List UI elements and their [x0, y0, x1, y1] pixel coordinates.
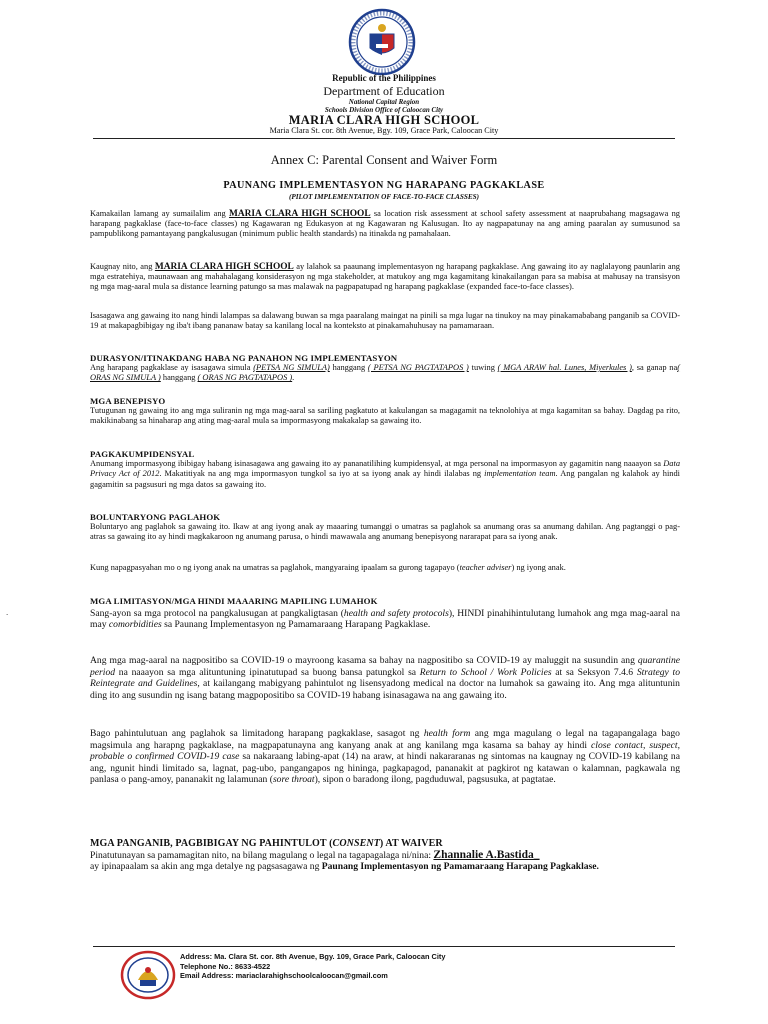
duration-section	[90, 353, 680, 384]
text: na naaayon sa mga alituntuning ipinatutupad sa buong bansa patungkol sa	[115, 666, 420, 678]
consent-section	[90, 838, 680, 873]
republic-line: Republic of the Philippines	[332, 73, 436, 83]
start-time-field[interactable]: ( ORAS NG SIMULA )	[90, 363, 681, 383]
text: sa location risk assessment at school safety assessment at naaprubahang magsagawa ng harapang pagkaklase (face-to-face classes) ng Kagawaran ng Edukasyon at ng Kagawaran ng Kalusugan. Ito ay nagpapatunay na ang aming paaralan ay sumusunod sa pampublikong pamantayang pangkalusugan (minimum public health standards) na itinakda ng pamahalaan.	[90, 209, 680, 239]
school-address: Maria Clara St. cor. 8th Avenue, Bgy. 109, Grace Park, Caloocan City	[269, 126, 499, 135]
text: tuwing	[468, 363, 498, 373]
section-heading-limitations: MGA LIMITASYON/MGA HINDI MAAARING MAPILING LUMAHOK	[90, 596, 378, 606]
withdraw-paragraph	[90, 563, 680, 573]
text: Bago pahintulutuan ang paglahok sa limitadong harapang pagkaklase, sasagot ng	[90, 728, 424, 739]
footer-divider	[93, 946, 675, 947]
intro-paragraph	[90, 209, 680, 240]
text: sa Paunang Implementasyon ng Pamamaraang Harapang Pagkaklase.	[161, 619, 431, 631]
section-heading-confidentiality: PAGKAKUMPIDENSYAL	[90, 449, 195, 459]
section-heading-consent	[90, 838, 680, 850]
text: , at kailangang mabigyang pahintulot ng lisensyadong medical na doctor na lumahok sa gawaing ito. Ang mga alituntunin ding ito ang susundin ng isang batang magpopositibo sa COVID-19 habang isinasagawa na ang gawaing ito.	[90, 678, 680, 701]
text: Paunang Implementasyon ng Pamamaraang Harapang Pagkaklase.	[321, 861, 599, 873]
text: Pinatutunayan sa pamamagitan nito, na bilang magulang o legal na tagapagalaga ni/nina:	[90, 849, 432, 861]
subtitle: (PILOT IMPLEMENTATION OF FACE-TO-FACE CLASSES)	[288, 193, 480, 201]
text: health form	[423, 728, 471, 739]
region-block	[0, 98, 768, 114]
region-line: National Capital Region	[348, 98, 420, 106]
text: ) ng iyong anak.	[511, 563, 566, 572]
student-name-field[interactable]: Zhannalie A.Bastida_	[433, 848, 540, 861]
limitations-section	[90, 596, 680, 631]
footer-address: Address: Ma. Clara St. cor. 8th Avenue, Bgy. 109, Grace Park, Caloocan City	[180, 952, 446, 961]
text: Return to School / Work Policies	[419, 666, 552, 678]
benefits-section	[90, 396, 680, 427]
duration-intro-paragraph	[90, 311, 680, 331]
annex-title: Annex C: Parental Consent and Waiver Form	[270, 153, 498, 167]
text: ), sipon o baradong ilong, pagduduwal, pagsusuka, at pagtatae.	[314, 774, 556, 786]
start-date-field[interactable]: (PETSA NG SIMULA)	[253, 363, 330, 373]
confidentiality-section	[90, 449, 680, 490]
school-name-inline: MARIA CLARA HIGH SCHOOL	[154, 262, 294, 272]
text: . Ang pangalan ng kalahok ay hindi gagamitin sa pagsusuri ng mga datos sa gawaing ito.	[90, 469, 680, 489]
text: Ang harapang pagkaklase ay isasagawa simula	[90, 363, 254, 373]
footer-contact	[180, 952, 445, 981]
footer-telephone: Telephone No.: 8633-4522	[180, 961, 271, 971]
text: sa nakaraang labing-apat (14) na araw, at hindi nakararanas ng sintomas na kaugnay ng COVID-19 kabilang na ang, ngunit hindi limitado sa, lagnat, pag-ubo, pangangapos ng hininga, pagkapagod, pananakit at pagkirot ng katawan o kalamnan, pagkawala ng panlasa o pang-amoy, pananakit ng lalamunan (	[90, 751, 680, 786]
text: MGA PANGANIB, PAGBIBIGAY NG PAHINTULOT (	[90, 838, 333, 849]
text: Kaugnay nito, ang	[90, 262, 155, 271]
text: close contact, suspect, probable o confirmed COVID-19 case	[90, 739, 680, 763]
text: . Makatitiyak na ang mga impormasyon tungkol sa iyo at sa iyong anak ay hindi ilalabas ng	[159, 469, 485, 479]
section-heading-duration: DURASYON/ITINAKDANG HABA NG PANAHON NG IMPLEMENTASYON	[90, 353, 398, 363]
main-title: PAUNANG IMPLEMENTASYON NG HARAPANG PAGKAKLASE	[223, 180, 545, 191]
text: hanggang	[160, 373, 198, 383]
text: ), HINDI pinahihintulutang lumahok ang mga mag-aaral na may	[90, 607, 680, 631]
text: Boluntaryo ang paglahok sa gawaing ito. Ikaw at ang iyong anak ay maaaring tumanggi o umatras sa paglahok sa anumang oras sa anumang dahilan. Ang pagtanggi o pag-atras sa gawaing ito ay hindi magkakaroon ng anumang parusa, o hindi mawawala ang anumang benepisyong nararapat para sa iyong anak.	[90, 522, 680, 542]
text: health and safety protocols	[343, 607, 449, 619]
header-divider	[93, 138, 675, 139]
text: , sa ganap na	[631, 363, 678, 373]
positive-cases-paragraph	[90, 655, 680, 701]
text: ay lalahok sa paaunang implementasyon ng harapang pagkaklase. Ang gawaing ito ay naglalayong paunlarin ang mga estratehiya, maunawaan ang mahahalagang konsiderasyon ng mga stakeholder, at matukoy ang mga kagamitang kinakailangan para sa mabisa at mahusay na transisyon ng mga mag-aaral mula sa distance learning patungo sa mas malawak na pagpapatupad ng harapang pagkaklase (expanded face-to-face classes).	[90, 262, 680, 292]
section-heading-benefits: MGA BENEPISYO	[90, 396, 166, 406]
division-line: Schools Division Office of Caloocan City	[324, 106, 444, 114]
text: CONSENT	[332, 838, 380, 849]
text: quarantine period	[90, 655, 680, 678]
law-reference: Data Privacy Act of 2012	[90, 459, 680, 479]
footer-email[interactable]: Email Address: mariaclarahighschoolcaloocan@gmail.com	[180, 971, 388, 981]
text: sore throat	[272, 774, 315, 786]
school-name-inline: MARIA CLARA HIGH SCHOOL	[229, 209, 371, 219]
text: Isasagawa ang gawaing ito nang hindi lalampas sa dalawang buwan sa mga paaralang maingat na pinili sa mga lugar na tinukoy na may pinakamababang panganib sa COVID-19 at makapagbibigay ng iba't ibang pananaw batay sa kanilang local na konteksto at pinakamahuhusay na pamamaraan.	[90, 311, 680, 331]
text: Kung napagpasyahan mo o ng iyong anak na umatras sa paglahok, mangyaraing ipaalam sa gurong tagapayo (	[90, 563, 460, 572]
text: ) AT WAIVER	[379, 838, 443, 849]
text: Ang mga mag-aaral na nagpositibo sa COVID-19 o mayroong kasama sa bahay na nagpositibo sa COVID-19 ay maluggit na susundin ang	[90, 655, 638, 666]
text: .	[292, 373, 295, 383]
text: teacher adviser	[459, 563, 512, 572]
text: Kamakailan lamang ay sumailalim ang	[90, 209, 230, 218]
text: ang mga magulang o legal na tagapangalaga bago magsimula ang harapng pagkaklase, na magpapatunayna ang kanyang anak at ang kanilang mga kasama sa bahay ay hindi	[90, 728, 680, 751]
text: Anumang impormasyong ibibigay habang isinasagawa ang gawaing ito ay pananatilihing kumpidensyal, at mga personal na impormasyon ay gagamitin nang naaayon sa	[90, 459, 664, 469]
text: Strategy to Reintegrate and Guidelines	[90, 666, 680, 690]
school-name: MARIA CLARA HIGH SCHOOL	[288, 113, 480, 127]
text: Tutugunan ng gawaing ito ang mga suliranin ng mga mag-aaral sa sariling pagkatuto at kakulangan sa magagamit na teknolohiya at mga kagamitan sa bahay. Dagdag pa rito, makikinabang sa hinaharap ang ating mag-aaral mula sa impormasyong makakalap sa gawaing ito.	[90, 406, 680, 426]
section-heading-voluntary: BOLUNTARYONG PAGLAHOK	[90, 512, 221, 522]
text: ay ipinapaalam sa akin ang mga detalye ng pagsasagawa ng	[90, 861, 322, 873]
school-logo-icon	[120, 950, 176, 1000]
text: at sa Seksyon 7.4.6	[551, 666, 637, 678]
end-date-field[interactable]: ( PETSA NG PAGTATAPOS )	[367, 363, 469, 373]
text: implementation team	[484, 469, 556, 479]
health-form-paragraph	[90, 728, 680, 786]
margin-mark: .	[6, 608, 9, 617]
deped-seal-icon	[346, 8, 418, 76]
context-paragraph	[90, 262, 680, 293]
voluntary-section	[90, 512, 680, 543]
department-line: Department of Education	[323, 84, 445, 98]
days-field[interactable]: ( MGA ARAW hal. Lunes, Miyerkules )	[497, 363, 632, 373]
text: Sang-ayon sa mga protocol na pangkalusugan at pangkaligtasan (	[90, 607, 344, 619]
text: hanggang	[329, 363, 368, 373]
text: comorbidities	[108, 619, 162, 631]
end-time-field[interactable]: ( ORAS NG PAGTATAPOS )	[197, 373, 293, 383]
